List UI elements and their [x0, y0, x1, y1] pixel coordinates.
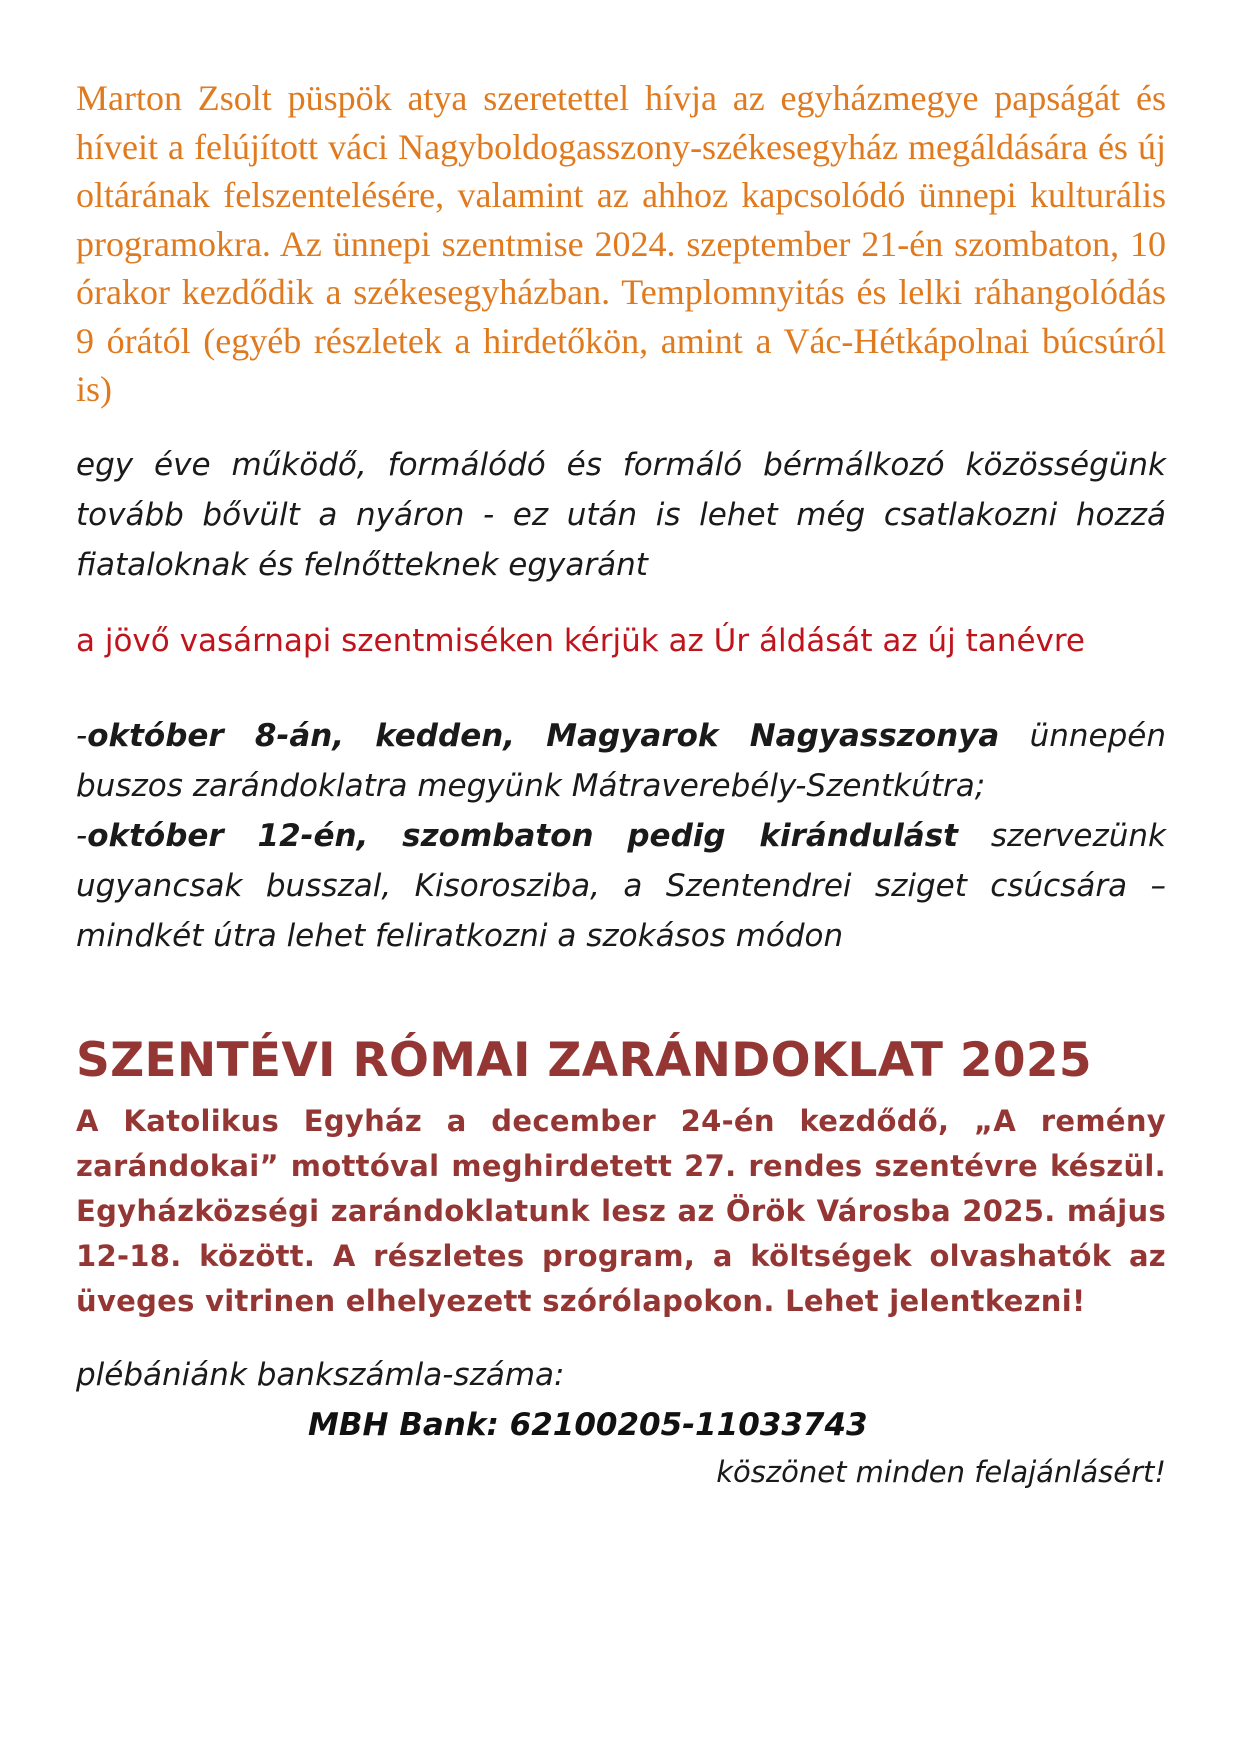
event-details: szervezünk ugyancsak busszal, Kisorosziba, a Szentendrei sziget csúcsára – mindkét útra lehet feliratkozni a szokásos módon [76, 817, 1166, 954]
pilgrimage-description: A Katolikus Egyház a december 24-én kezdődő, „A remény zarándokai” mottóval meghirdetett 27. rendes szentévre készül. Egyházközségi zarándoklatunk lesz az Örök Városba 2025. május 12-18. között. A részletes program, a költségek olvashatók az üveges vitrinen elhelyezett szórólapokon. Lehet jelentkezni! [76, 1103, 1166, 1318]
confirmation-community-announcement: egy éve működő, formálódó és formáló bérmálkozó közösségünk tovább bővült a nyáron - ez után is lehet még csatlakozni hozzá fiataloknak és felnőtteknek egyaránt [76, 446, 1166, 583]
bulletin-page [76, 74, 1166, 1494]
event-pilgrimage-oct-8 [76, 711, 1166, 811]
trip-announcements [76, 711, 1166, 961]
event-dash: - [76, 717, 88, 754]
event-date-bold: október 12-én, szombaton pedig kirándulást [87, 817, 958, 854]
event-dash: - [76, 817, 88, 854]
thanks-note: köszönet minden felajánlásért! [716, 1454, 1166, 1489]
event-details: ünnepén buszos zarándoklatra megyünk Mátraverebély-Szentkútra; [76, 717, 1166, 804]
bank-account-label: plébániánk bankszámla-száma: [76, 1356, 565, 1393]
pilgrimage-heading: SZENTÉVI RÓMAI ZARÁNDOKLAT 2025 [76, 1032, 1092, 1088]
event-excursion-oct-12 [76, 811, 1166, 961]
school-year-blessing-announcement: a jövő vasárnapi szentmiséken kérjük az Úr áldását az új tanévre [76, 622, 1085, 659]
bank-account-number: MBH Bank: 62100205-11033743 [308, 1406, 868, 1443]
event-date-bold: október 8-án, kedden, Magyarok Nagyasszonya [87, 717, 1000, 754]
cathedral-consecration-announcement: Marton Zsolt püspök atya szeretettel hívja az egyházmegye papságát és híveit a felújított váci Nagyboldogasszony-székesegyház megáldására és új oltárának felszentelésére, valamint az ahhoz kapcsolódó ünnepi kulturális programokra. Az ünnepi szentmise 2024. szeptember 21-én szombaton, 10 órakor kezdődik a székesegyházban. Templomnyitás és lelki ráhangolódás 9 órától (egyéb részletek a hirdetőkön, amint a Vác-Hétkápolnai búcsúról is) [76, 78, 1166, 409]
